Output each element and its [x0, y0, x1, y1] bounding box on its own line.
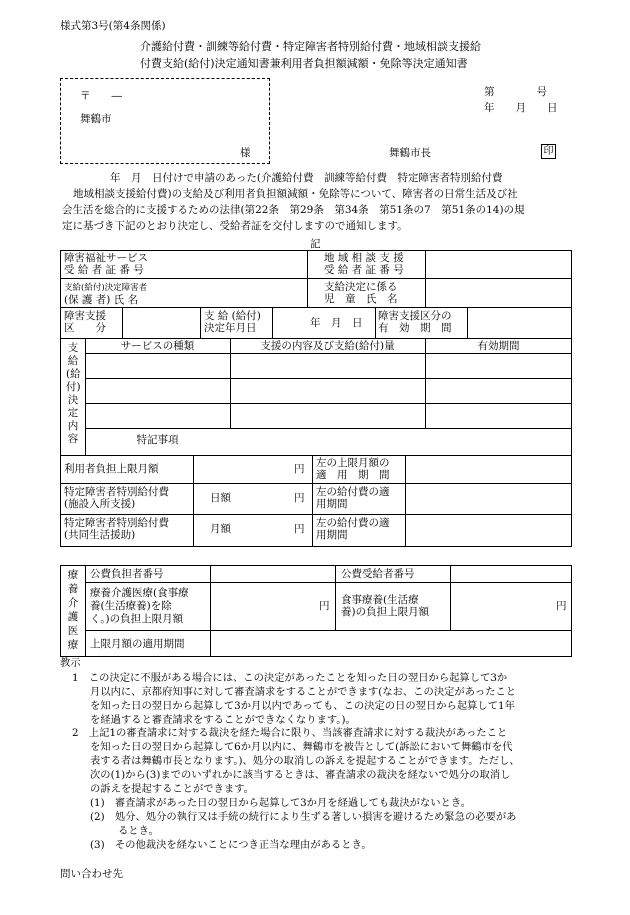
- label-payer-number: 公費負担者番号: [90, 568, 164, 580]
- form-number: 様式第3号(第4条関係): [60, 20, 166, 32]
- document-title-line2: 付費支給(給付)決定通知書兼利用者負担額減額・免除等決定通知書: [140, 57, 468, 70]
- yen-unit: 円: [556, 600, 567, 612]
- decision-content-side-label: 支給(給付)決定内容: [66, 342, 81, 445]
- note-1-line-3: を知った日の翌日から起算して3か月以内であっても、この決定の日の翌日から起算して1年: [90, 700, 515, 712]
- label-special-notes: 特記事項: [136, 434, 179, 446]
- document-date-label: 年 月 日: [484, 102, 558, 114]
- label-group-living-benefit: 特定障害者特別給付費 (共同生活援助): [64, 517, 169, 541]
- label-benefit-period: 左の給付費の適 用期間: [316, 486, 390, 510]
- recipient-city: 舞鶴市: [80, 113, 112, 125]
- note-1-line-1: 1 この決定に不服がある場合には、この決定があったことを知った日の翌日から起算して3か: [72, 672, 508, 684]
- label-category-validity: 障害支援区分の 有 効 期 間: [378, 310, 452, 334]
- body-line-3: 会生活を総合的に支援するための法律(第22条 第29条 第34条 第51条の7 第51条の14)の規: [62, 204, 525, 216]
- body-line-4: 定に基づき下記のとおり決定し、受給者証を交付しますので通知します。: [62, 220, 408, 232]
- note-1-line-4: を経過すると審査請求をすることができなくなります。)。: [90, 714, 356, 726]
- document-title-line1: 介護給付費・訓練等給付費・特定障害者特別給付費・地域相談支援給: [140, 40, 481, 53]
- postal-code-label: 〒 ―: [80, 90, 122, 102]
- note-2-line-5: の訴えを提起することができます。: [90, 783, 254, 795]
- notes-heading: 教示: [60, 657, 81, 669]
- recipient-honorific: 様: [240, 147, 251, 159]
- header-support-content: 支援の内容及び支給(給付)量: [260, 340, 395, 352]
- decision-date-value: 年 月 日: [310, 317, 363, 329]
- document-number-label: 第 号: [484, 86, 547, 98]
- label-child-name: 支給決定に係る 児 童 氏 名: [324, 281, 398, 305]
- body-line-2: 地域相談支援給付費)の支給及び利用者負担額減額・免除等について、障害者の日常生活及び社: [73, 188, 518, 200]
- label-facility-benefit: 特定障害者特別給付費 (施設入所支援): [64, 486, 169, 510]
- note-2-line-1: 2 上記1の審査請求に対する裁決を経た場合に限り、当該審査請求に対する裁決があったこと: [72, 727, 508, 739]
- header-service-type: サービスの種類: [120, 340, 195, 352]
- label-meal-burden-limit: 食事療養(生活療 養)の負担上限月額: [341, 594, 430, 618]
- label-decision-date: 支 給 (給付) 決定年月日: [204, 310, 261, 334]
- label-community-cert-no: 地 域 相 談 支 援 受 給 者 証 番 号: [324, 252, 404, 276]
- label-daily-amount: 日額: [210, 492, 231, 504]
- official-seal: 印: [541, 144, 556, 159]
- label-welfare-cert-no: 障害福祉サービス 受 給 者 証 番 号: [64, 252, 148, 276]
- yen-unit: 円: [294, 523, 305, 535]
- yen-unit: 円: [294, 492, 305, 504]
- body-line-1: 年 月 日付けで申請のあった(介護給付費 訓練等給付費 特定障害者特別給付費: [110, 172, 503, 184]
- note-2-sub-1: (1) 審査請求があった日の翌日から起算して3か月を経過しても裁決がないとき。: [90, 797, 472, 809]
- note-2-sub-2-line-2: るとき。: [118, 825, 159, 837]
- yen-unit: 円: [294, 463, 305, 475]
- issuer-name: 舞鶴市長: [389, 147, 431, 159]
- note-2-sub-3: (3) その他裁決を経ないことにつき正当な理由があるとき。: [90, 839, 372, 851]
- medical-care-side-label: 療養介護医療: [67, 569, 79, 651]
- note-1-line-2: 月以内に、京都府知事に対して審査請求をすることができます(なお、この決定があったこと: [90, 686, 517, 698]
- label-recipient-number: 公費受給者番号: [341, 568, 415, 580]
- yen-unit: 円: [319, 600, 330, 612]
- label-decided-person-name: 支給(給付)決定障害者 (保 護 者) 氏 名: [64, 283, 148, 306]
- note-2-line-2: を知った日の翌日から起算して6か月以内に、舞鶴市を被告として(訴訟において舞鶴市を代: [90, 741, 513, 753]
- note-2-line-3: 表する者は舞鶴市長となります。)、処分の取消しの訴えを提起することができます。ただし、: [90, 755, 520, 767]
- label-monthly-amount: 月額: [210, 523, 231, 535]
- note-2-line-4: 次の(1)から(3)までのいずれかに該当するときは、審査請求の裁決を経ないで処分の取消し: [90, 769, 511, 781]
- note-2-sub-2-line-1: (2) 処分、処分の執行又は手続の続行により生ずる著しい損害を避けるため緊急の必要があ: [90, 811, 517, 823]
- label-limit-application-period: 上限月額の適用期間: [90, 638, 185, 650]
- header-validity-period: 有効期間: [477, 340, 520, 352]
- label-support-category: 障害支援 区 分: [64, 310, 106, 334]
- contact-label: 問い合わせ先: [60, 868, 123, 880]
- label-user-burden-limit: 利用者負担上限月額: [64, 463, 159, 475]
- label-medical-burden-limit: 療養介護医療(食事療 養(生活療養)を除 く。)の負担上限月額: [90, 587, 189, 625]
- label-limit-period: 左の上限月額の 適 用 期 間: [316, 457, 390, 481]
- ki-marker: 記: [310, 238, 321, 250]
- label-benefit-period: 左の給付費の適 用期間: [316, 517, 390, 541]
